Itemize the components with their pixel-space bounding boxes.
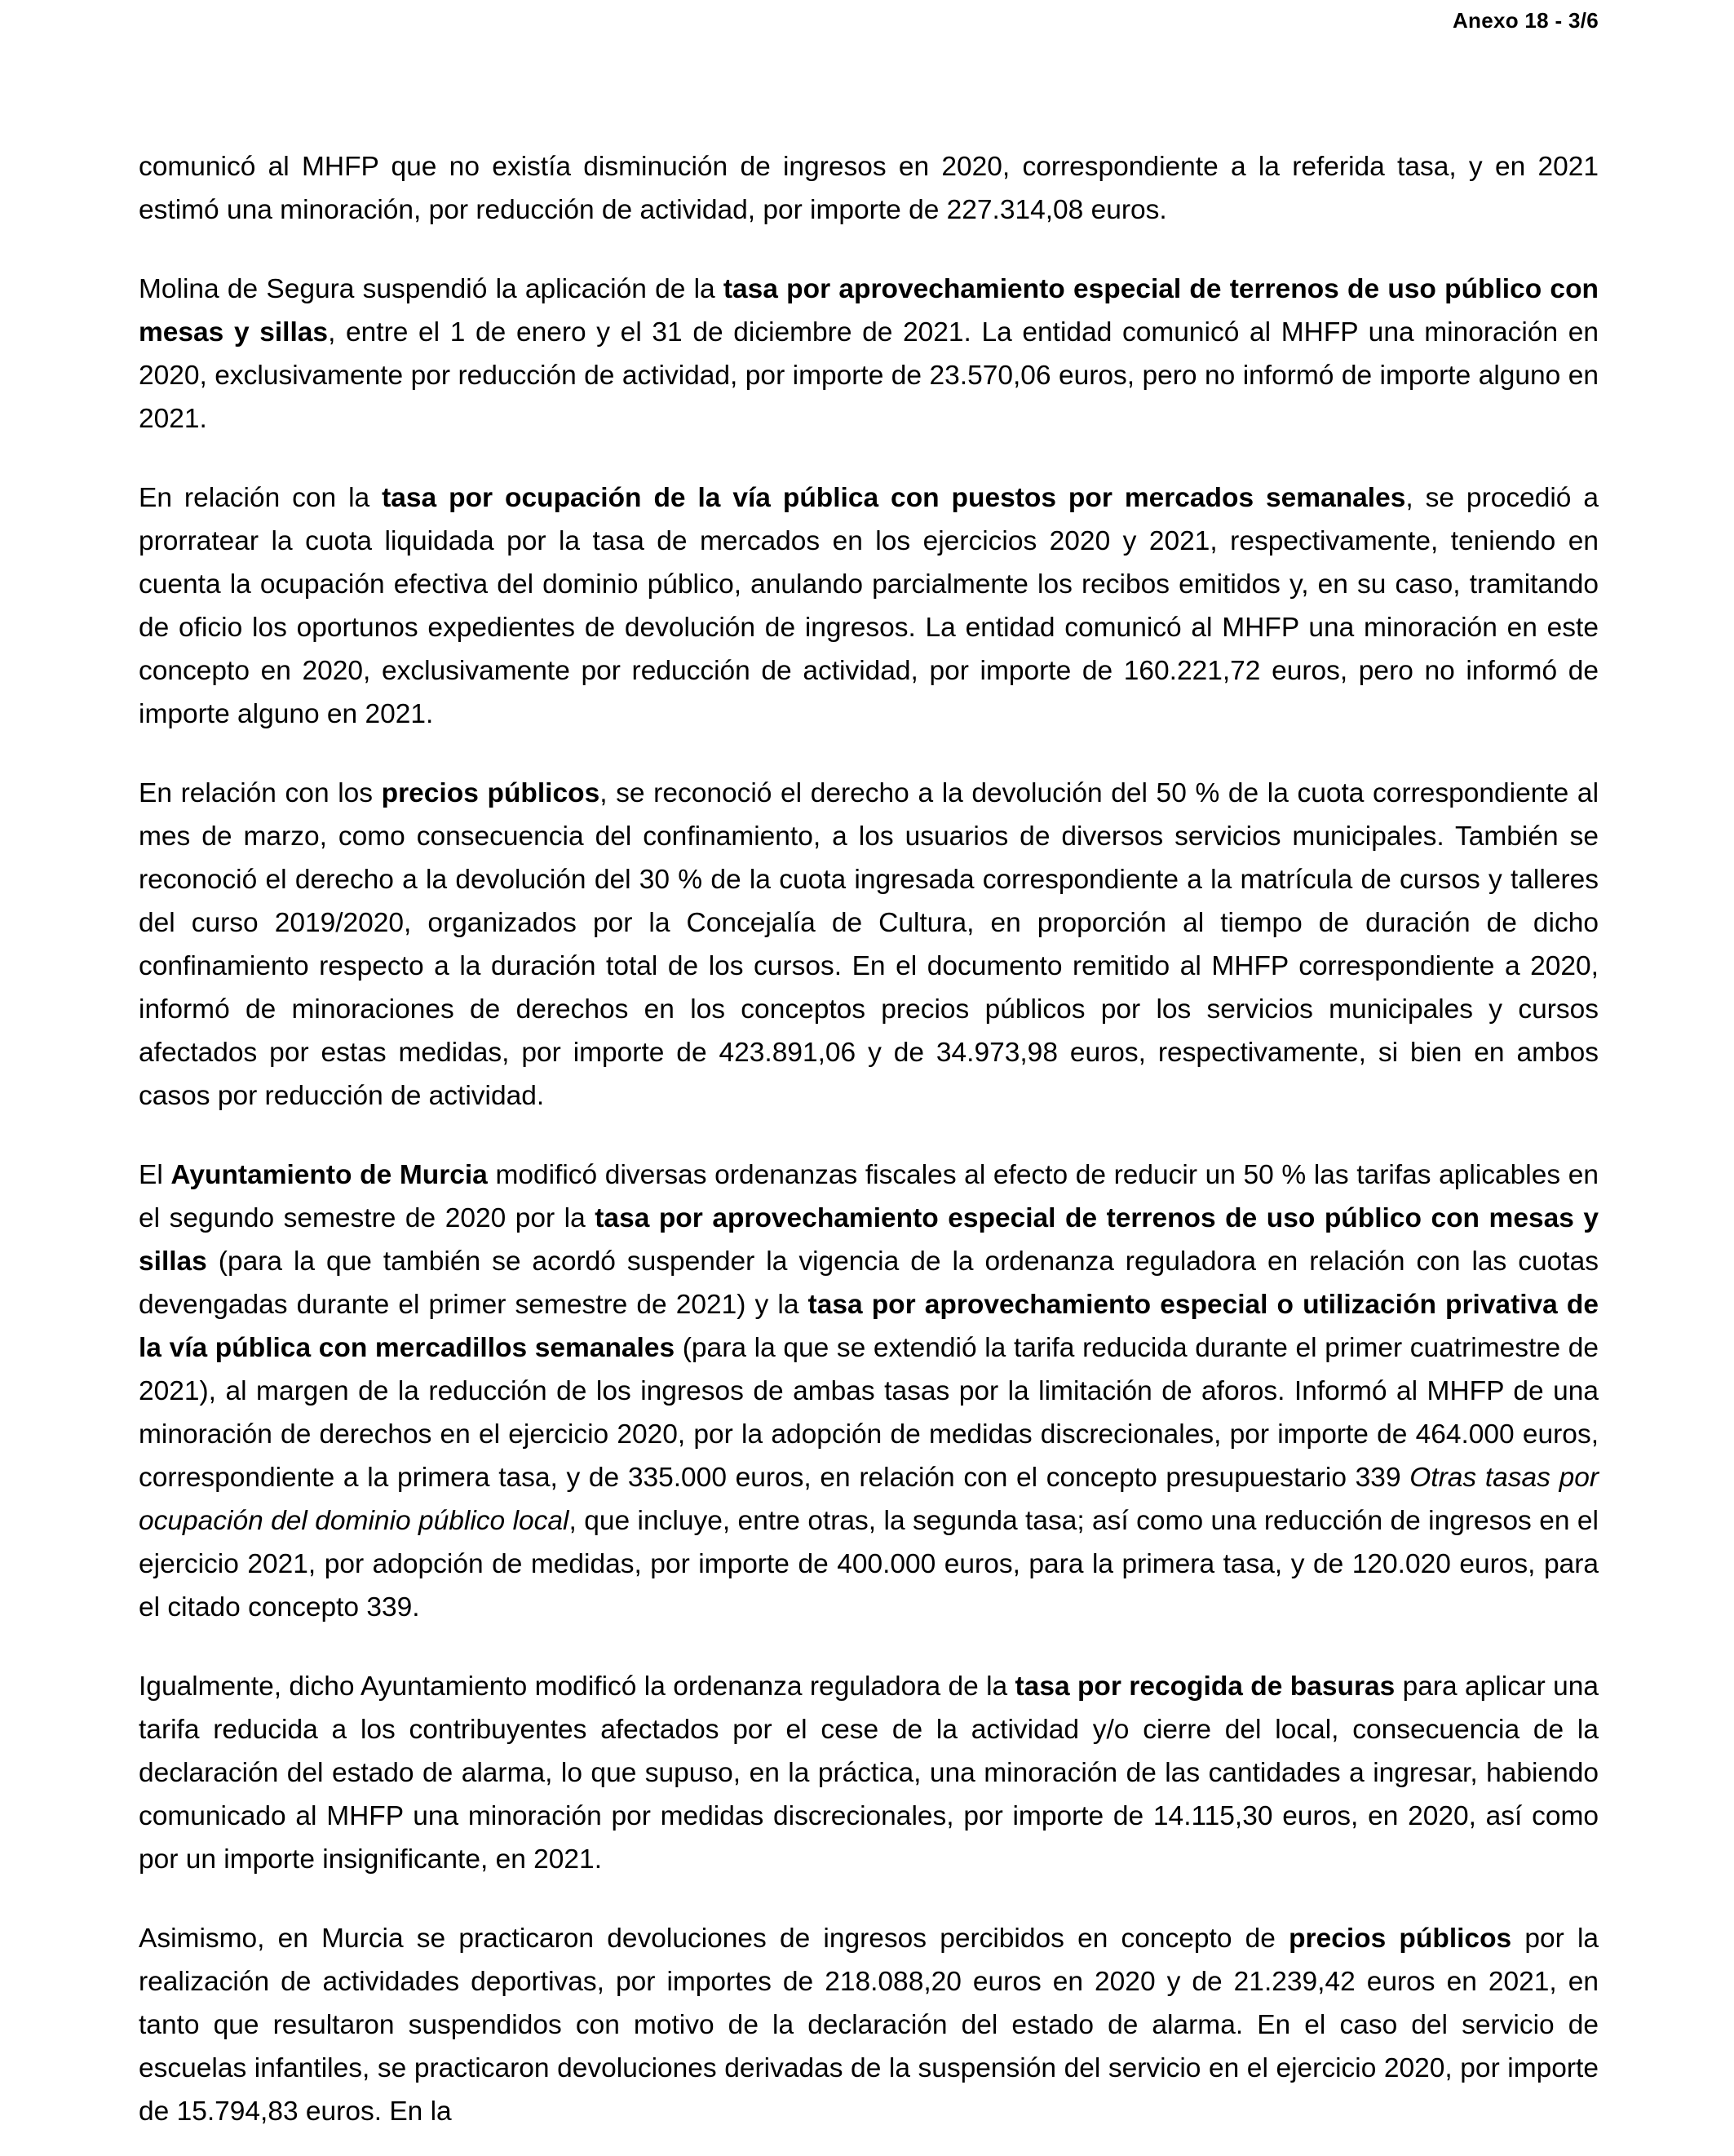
text-run: , entre el 1 de enero y el 31 de diciembre de 2021. La entidad comunicó al MHFP una minoración en 2020, exclusivamente por reducción de actividad, por importe de 23.570,06 euros, pero no informó de importe alguno en 2021. (139, 317, 1599, 434)
text-run: , se procedió a prorratear la cuota liquidada por la tasa de mercados en los ejercicios 2020 y 2021, respectivamente, teniendo en cuenta la ocupación efectiva del dominio público, anulando parcialmente los recibos emitidos y, en su caso, tramitando de oficio los oportunos expedientes de devolución de ingresos. La entidad comunicó al MHFP una minoración en este concepto en 2020, exclusivamente por reducción de actividad, por importe de 160.221,72 euros, pero no informó de importe alguno en 2021. (139, 483, 1599, 729)
text-run: comunicó al MHFP que no existía disminución de ingresos en 2020, correspondiente a la referida tasa, y en 2021 estimó una minoración, por reducción de actividad, por importe de 227.314,08 euros. (139, 152, 1599, 225)
bold-term: tasa por aprovechamiento especial de terrenos de uso público con mesas y sillas (139, 1203, 1599, 1277)
italic-term: Otras tasas por ocupación del dominio público local (139, 1463, 1599, 1536)
bold-term: Ayuntamiento de Murcia (170, 1160, 488, 1190)
bold-term: precios públicos (381, 778, 600, 808)
paragraph-p2-molina-mesas-sillas (139, 268, 1599, 440)
paragraph-p1-molina-tasa-previa (139, 145, 1599, 232)
text-run: por la realización de actividades deportivas, por importes de 218.088,20 euros en 2020 y de 21.239,42 euros en 2021, en tanto que resultaron suspendidos con motivo de la declaración del estado de alarma. En el caso del servicio de escuelas infantiles, se practicaron devoluciones derivadas de la suspensión del servicio en el ejercicio 2020, por importe de 15.794,83 euros. En la (139, 1924, 1599, 2127)
paragraph-p5-ayuntamiento-murcia (139, 1153, 1599, 1629)
bold-term: tasa por aprovechamiento especial de terrenos de uso público con mesas y sillas (139, 274, 1599, 348)
text-run: , que incluye, entre otras, la segunda tasa; así como una reducción de ingresos en el ejercicio 2021, por adopción de medidas, por importe de 400.000 euros, para la primera tasa, y de 120.020 euros, para el citado concepto 339. (139, 1506, 1599, 1623)
paragraph-p6-recogida-basuras (139, 1665, 1599, 1881)
bold-term: tasa por recogida de basuras (1015, 1671, 1396, 1702)
text-run: El (139, 1160, 171, 1190)
text-run: modificó diversas ordenanzas fiscales al efecto de reducir un 50 % las tarifas aplicables en el segundo semestre de 2020 por la (139, 1160, 1599, 1233)
text-run: Igualmente, dicho Ayuntamiento modificó la ordenanza reguladora de la (139, 1671, 1015, 1702)
text-run: En relación con la (139, 483, 383, 513)
text-run: para aplicar una tarifa reducida a los contribuyentes afectados por el cese de la actividad y/o cierre del local, consecuencia de la declaración del estado de alarma, lo que supuso, en la práctica, una minoración de las cantidades a ingresar, habiendo comunicado al MHFP una minoración por medidas discrecionales, por importe de 14.115,30 euros, en 2020, así como por un importe insignificante, en 2021. (139, 1671, 1599, 1875)
bold-term: tasa por aprovechamiento especial o utilización privativa de la vía pública con mercadillos semanales (139, 1290, 1599, 1363)
text-run: (para la que se extendió la tarifa reducida durante el primer cuatrimestre de 2021), al margen de la reducción de los ingresos de ambas tasas por la limitación de aforos. Informó al MHFP de una minoración de derechos en el ejercicio 2020, por la adopción de medidas discrecionales, por importe de 464.000 euros, correspondiente a la primera tasa, y de 335.000 euros, en relación con el concepto presupuestario 339 (139, 1333, 1599, 1493)
document-body (139, 145, 1599, 2133)
paragraph-p7-asimismo-murcia (139, 1917, 1599, 2133)
paragraph-p4-precios-publicos (139, 772, 1599, 1118)
text-run: Asimismo, en Murcia se practicaron devoluciones de ingresos percibidos en concepto de (139, 1924, 1289, 1954)
text-run: (para la que también se acordó suspender la vigencia de la ordenanza reguladora en relación con las cuotas devengadas durante el primer semestre de 2021) y la (139, 1246, 1599, 1320)
text-run: En relación con los (139, 778, 382, 808)
page-header-annex-label: Anexo 18 - 3/6 (1452, 8, 1599, 33)
bold-term: precios públicos (1289, 1924, 1512, 1954)
paragraph-p3-mercados-semanales (139, 476, 1599, 736)
bold-term: tasa por ocupación de la vía pública con puestos por mercados semanales (382, 483, 1406, 513)
text-run: , se reconoció el derecho a la devolución del 50 % de la cuota correspondiente al mes de marzo, como consecuencia del confinamiento, a los usuarios de diversos servicios municipales. También se reconoció el derecho a la devolución del 30 % de la cuota ingresada correspondiente a la matrícula de cursos y talleres del curso 2019/2020, organizados por la Concejalía de Cultura, en proporción al tiempo de duración de dicho confinamiento respecto a la duración total de los cursos. En el documento remitido al MHFP correspondiente a 2020, informó de minoraciones de derechos en los conceptos precios públicos por los servicios municipales y cursos afectados por estas medidas, por importe de 423.891,06 y de 34.973,98 euros, respectivamente, si bien en ambos casos por reducción de actividad. (139, 778, 1599, 1111)
text-run: Molina de Segura suspendió la aplicación de la (139, 274, 723, 304)
